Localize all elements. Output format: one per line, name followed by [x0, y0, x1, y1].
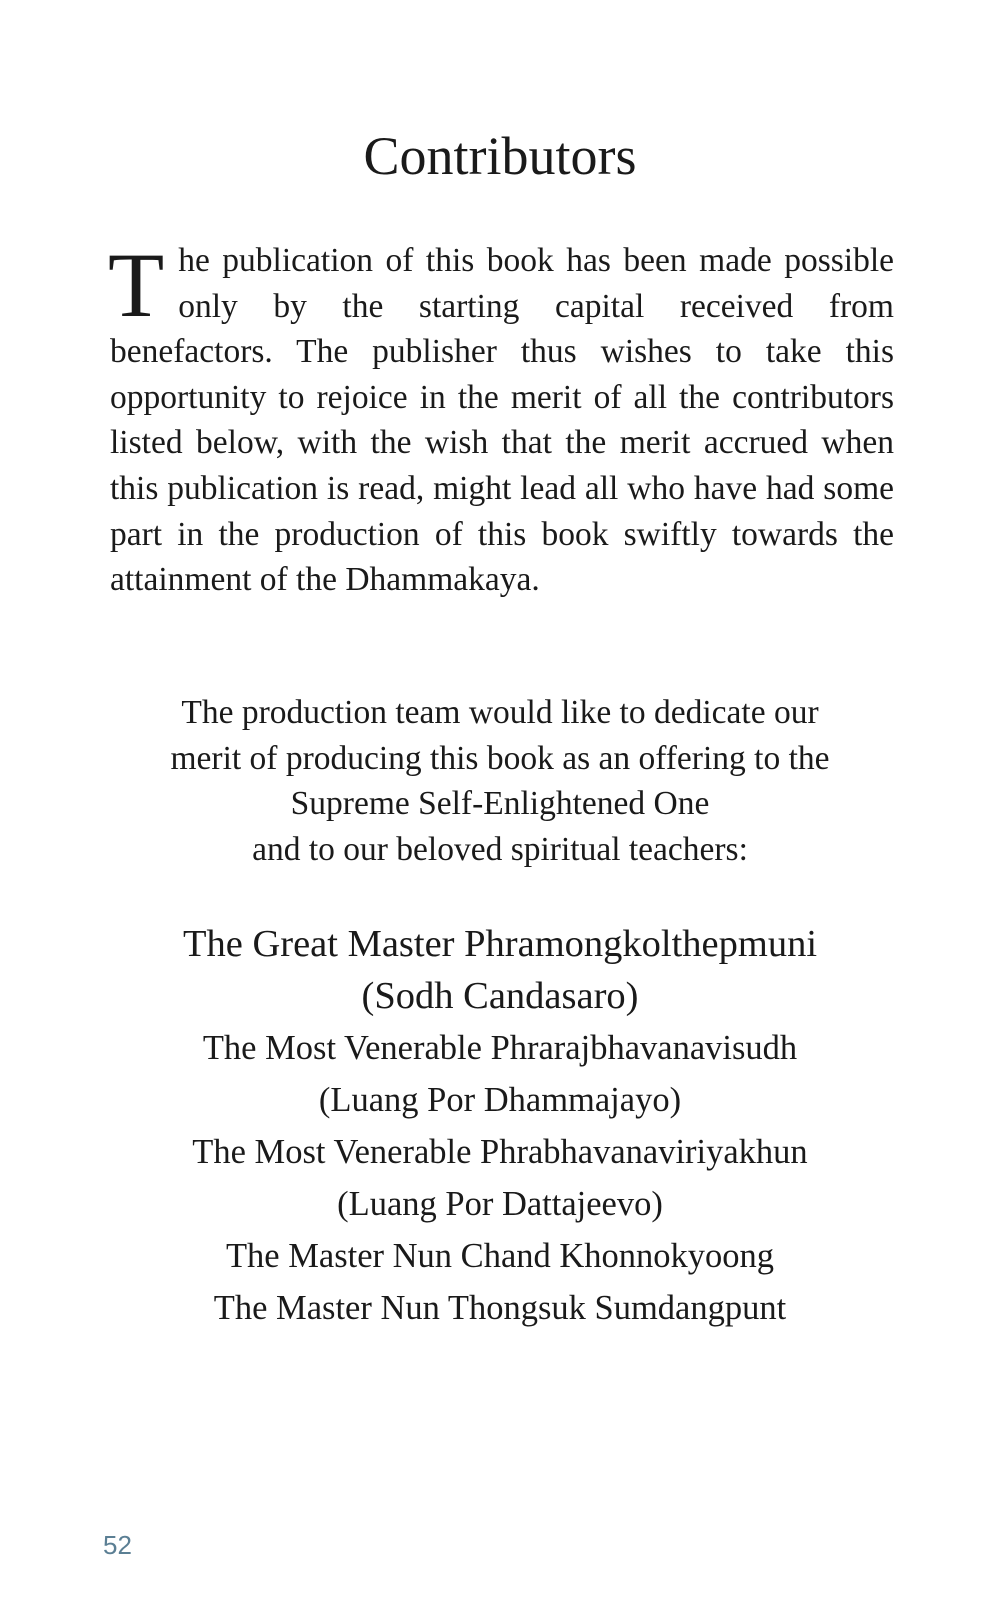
- dedication-line: merit of producing this book as an offering to the: [170, 739, 830, 777]
- page-title: Contributors: [363, 126, 637, 186]
- teacher-alias: (Luang Por Dattajeevo): [337, 1185, 663, 1223]
- teacher-name: The Most Venerable Phrarajbhavanavisudh: [202, 1029, 798, 1067]
- teacher-name: The Most Venerable Phrabhavanaviriyakhun: [192, 1133, 808, 1171]
- drop-cap: T: [108, 234, 165, 336]
- teacher-name: The Master Nun Chand Khonnokyoong: [225, 1237, 775, 1275]
- teacher-alias: (Luang Por Dhammajayo): [318, 1081, 682, 1119]
- dedication-line: The production team would like to dedicate our: [181, 694, 819, 731]
- dedication-block: [0, 690, 1000, 872]
- dedication-line: and to our beloved spiritual teachers:: [252, 830, 748, 868]
- teachers-list: [0, 918, 1000, 1334]
- teacher-name: The Great Master Phramongkolthepmuni: [182, 923, 818, 965]
- dedication-line: Supreme Self-Enlightened One: [290, 785, 710, 822]
- page-number: 52: [103, 1530, 132, 1560]
- intro-paragraph: [108, 234, 894, 603]
- teacher-name: The Master Nun Thongsuk Sumdangpunt: [213, 1289, 787, 1327]
- intro-text: he publication of this book has been made possible only by the starting capital received from benefactors. The publisher thus wishes to take this opportunity to rejoice in the merit of all the contributors listed below, with the wish that the merit accrued when this publication is read, might lead all who have had some part in the production of this book swiftly towards the attainment of the Dhammakaya.: [110, 242, 894, 599]
- teacher-alias: (Sodh Candasaro): [361, 975, 639, 1017]
